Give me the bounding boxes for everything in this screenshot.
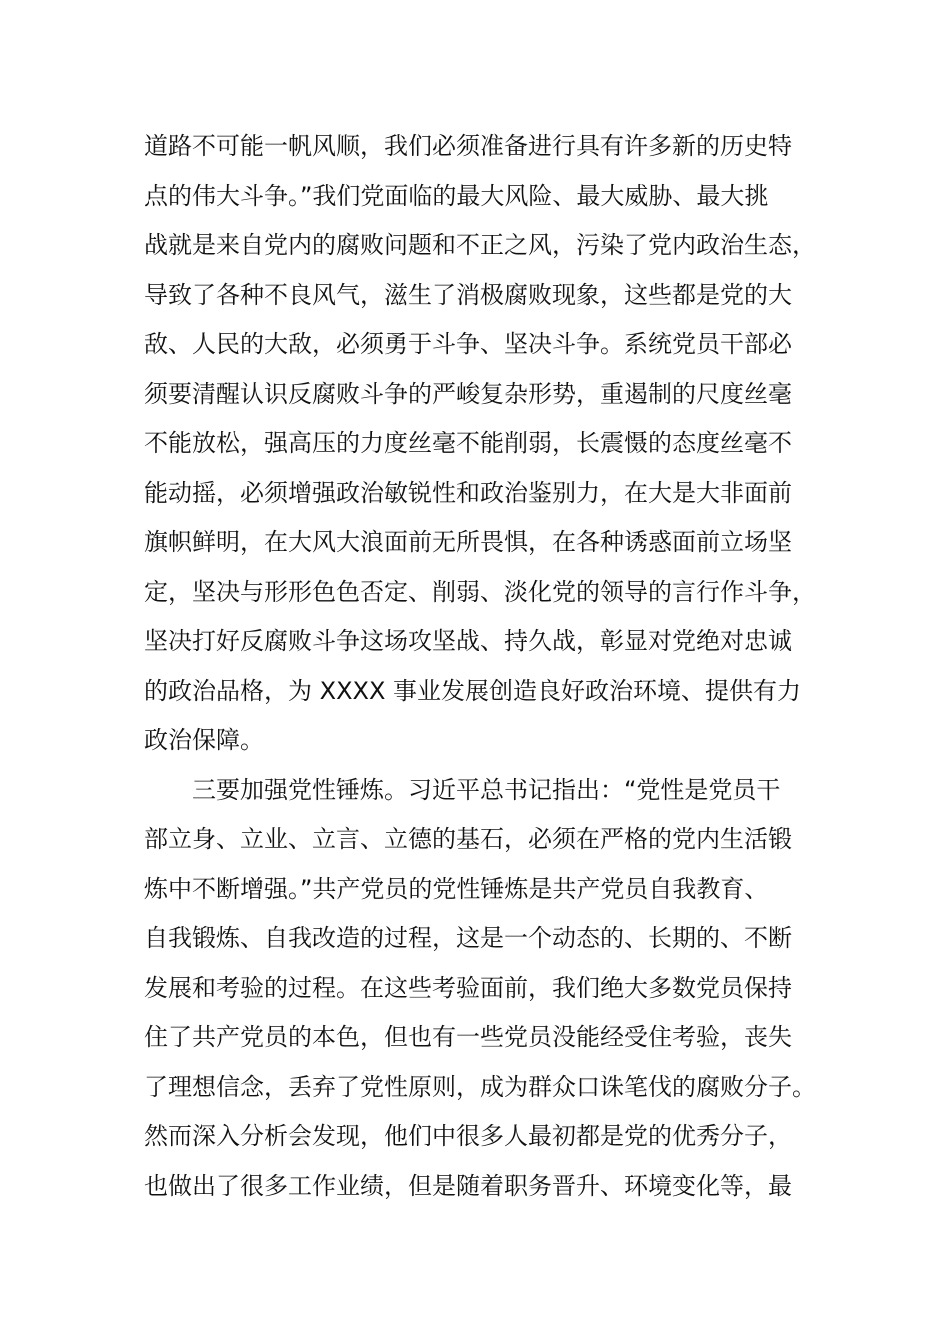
text-line: 须要清醒认识反腐败斗争的严峻复杂形势，重遏制的尺度丝毫 [144, 379, 792, 408]
text-line: 坚决打好反腐败斗争这场攻坚战、持久战，彰显对党绝对忠诚 [144, 627, 792, 655]
text-line: 炼中不断增强。”共产党员的党性锤炼是共产党员自我教育、 [144, 874, 769, 903]
text-line: 政治保障。 [144, 726, 264, 754]
text-line: 旗帜鲜明，在大风大浪面前无所畏惧，在各种诱惑面前立场坚 [144, 528, 792, 556]
text-line: 定，坚决与形形色色否定、削弱、淡化党的领导的言行作斗争， [144, 577, 816, 606]
paragraph-start-line: 三要加强党性锤炼。习近平总书记指出：“党性是党员干 [192, 775, 781, 804]
text-line: 敌、人民的大敌，必须勇于斗争、坚决斗争。系统党员干部必 [144, 330, 792, 358]
text-line: 道路不可能一帆风顺，我们必须准备进行具有许多新的历史特 [144, 132, 792, 160]
text-line: 点的伟大斗争。”我们党面临的最大风险、最大威胁、最大挑 [144, 181, 769, 210]
text-line: 也做出了很多工作业绩，但是随着职务晋升、环境变化等，最 [144, 1171, 792, 1200]
text-line: 战就是来自党内的腐败问题和不正之风，污染了党内政治生态， [144, 231, 816, 259]
text-line: 导致了各种不良风气，滋生了消极腐败现象，这些都是党的大 [144, 280, 792, 309]
text-line: 的政治品格，为 XXXX 事业发展创造良好政治环境、提供有力 [144, 676, 802, 705]
text-line: 能动摇，必须增强政治敏锐性和政治鉴别力，在大是大非面前 [144, 478, 792, 507]
text-line: 自我锻炼、自我改造的过程，这是一个动态的、长期的、不断 [144, 924, 792, 952]
text-line: 发展和考验的过程。在这些考验面前，我们绝大多数党员保持 [144, 973, 792, 1002]
text-line: 不能放松，强高压的力度丝毫不能削弱，长震慑的态度丝毫不 [144, 429, 792, 457]
text-line: 了理想信念，丢弃了党性原则，成为群众口诛笔伐的腐败分子。 [144, 1072, 816, 1101]
text-line: 住了共产党员的本色，但也有一些党员没能经受住考验，丧失 [144, 1023, 792, 1051]
text-line: 部立身、立业、立言、立德的基石，必须在严格的党内生活锻 [144, 825, 792, 853]
text-line: 然而深入分析会发现，他们中很多人最初都是党的优秀分子， [144, 1122, 792, 1150]
body-text [144, 122, 824, 1211]
